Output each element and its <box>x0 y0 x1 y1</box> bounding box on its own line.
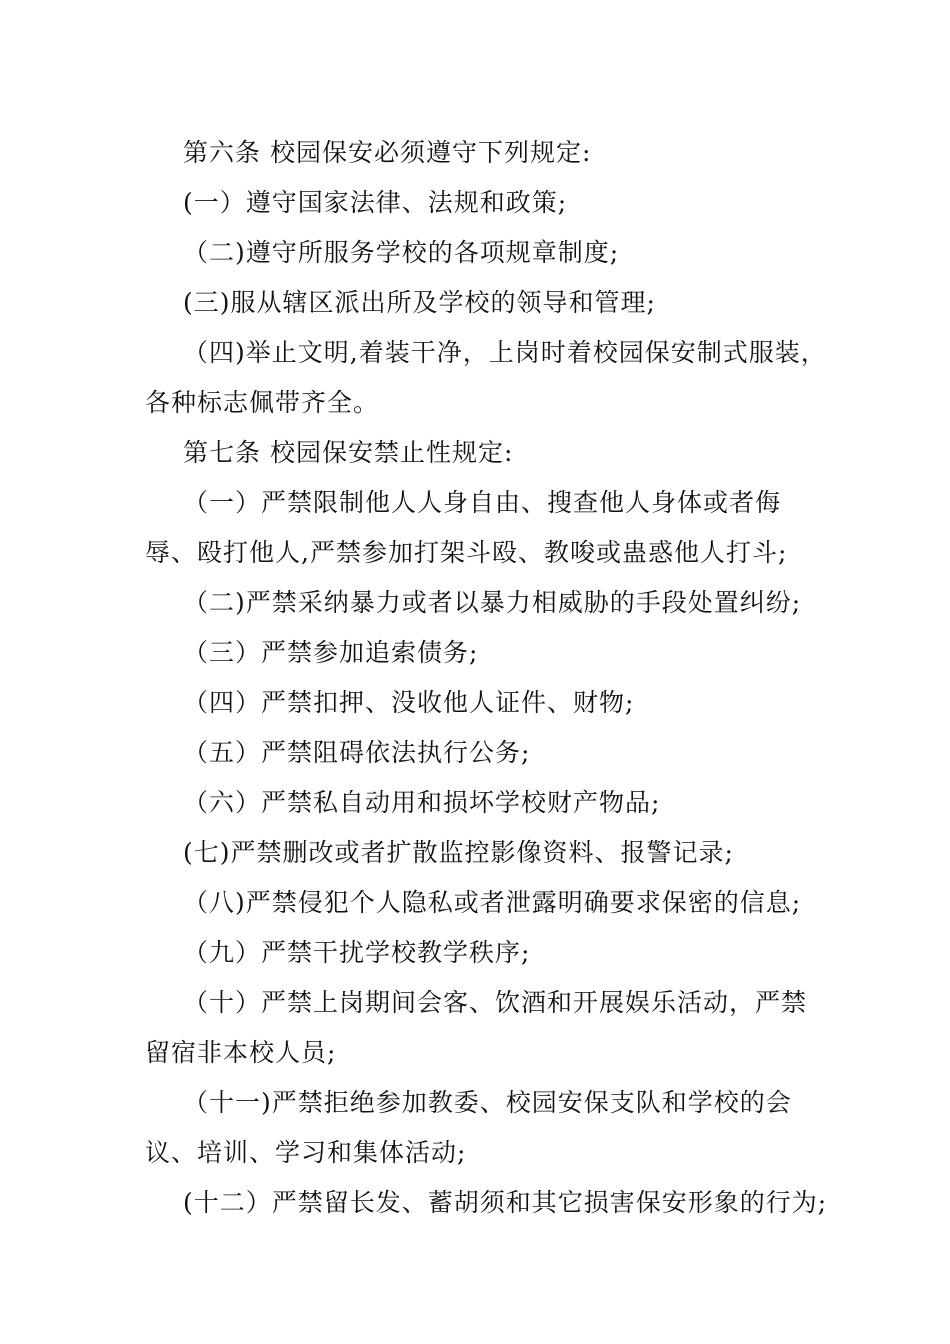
article-7-item-10: （十）严禁上岗期间会客、饮酒和开展娱乐活动，严禁留宿非本校人员; <box>145 988 808 1067</box>
article-7-item-5: （五）严禁阻碍依法执行公务; <box>183 738 531 767</box>
article-6-item-1: (一）遵守国家法律、法规和政策; <box>183 188 568 217</box>
article-7-item-4: （四）严禁扣押、没收他人证件、财物; <box>183 688 635 717</box>
article-7-heading: 第七条 校园保安禁止性规定: <box>183 438 514 467</box>
article-7-item-1: （一）严禁限制他人人身自由、搜查他人身体或者侮辱、殴打他人,严禁参加打架斗殴、教唆或蛊惑他人打斗; <box>145 488 788 567</box>
article-7-item-6: （六）严禁私自动用和损坏学校财产物品; <box>183 788 661 817</box>
article-7-item-3: （三）严禁参加追索债务; <box>183 638 479 667</box>
article-6-item-2: （二)遵守所服务学校的各项规章制度; <box>183 238 620 267</box>
article-7-item-8: （八)严禁侵犯个人隐私或者泄露明确要求保密的信息; <box>183 888 802 917</box>
article-6-item-4: （四)举止文明,着装干净，上岗时着校园保安制式服装，各种标志佩带齐全。 <box>145 338 827 417</box>
article-7-item-2: （二)严禁采纳暴力或者以暴力相威胁的手段处置纠纷; <box>183 588 802 617</box>
article-7-item-9: （九）严禁干扰学校教学秩序; <box>183 938 531 967</box>
article-7-item-12: (十二）严禁留长发、蓄胡须和其它损害保安形象的行为; <box>183 1188 828 1217</box>
article-7-item-11: （十一)严禁拒绝参加教委、校园安保支队和学校的会议、培训、学习和集体活动; <box>145 1088 792 1167</box>
article-7-item-7: (七)严禁删改或者扩散监控影像资料、报警记录; <box>183 838 734 867</box>
article-6-heading: 第六条 校园保安必须遵守下列规定: <box>183 138 592 167</box>
article-6-item-3: (三)服从辖区派出所及学校的领导和管理; <box>183 288 656 317</box>
